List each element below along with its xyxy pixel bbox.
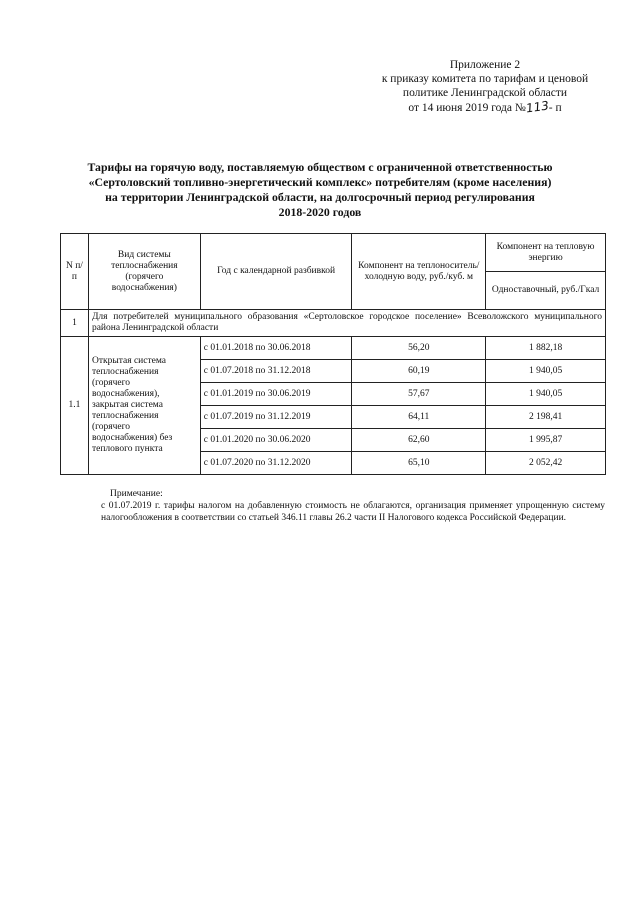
document-title xyxy=(60,160,580,220)
period-cell: с 01.07.2020 по 31.12.2020 xyxy=(200,452,352,475)
period-cell: с 01.01.2019 по 30.06.2019 xyxy=(200,383,352,406)
note-title: Примечание: xyxy=(110,489,163,499)
coolant-value: 62,60 xyxy=(352,429,486,452)
title-line: «Сертоловский топливно-энергетический комплекс» потребителям (кроме населения) xyxy=(88,175,552,189)
note-body: с 01.07.2019 г. тарифы налогом на добавленную стоимость не облагаются, организация применяет упрощенную систему налогообложения в соответствии со статьей 346.11 главы 26.2 части II Налогового кодекса Российской Федерации. xyxy=(101,501,605,523)
coolant-value: 60,19 xyxy=(352,360,486,383)
period-cell: с 01.01.2020 по 30.06.2020 xyxy=(200,429,352,452)
order-number-handwritten: 113 xyxy=(524,98,550,116)
group-system: Открытая система теплоснабжения (горячего водоснабжения), закрытая система теплоснабжения (горячего водоснабжения) без теплового пункта xyxy=(88,337,200,475)
header-num: N п/п xyxy=(61,234,89,310)
appendix-committee: политике Ленинградской области xyxy=(402,87,568,99)
municipality-row xyxy=(61,310,606,337)
heat-value: 2 198,41 xyxy=(486,406,606,429)
table-row xyxy=(61,337,606,360)
appendix-date: от 14 июня 2019 года № xyxy=(408,102,526,114)
header-year: Год с календарной разбивкой xyxy=(200,234,352,310)
period-cell: с 01.01.2018 по 30.06.2018 xyxy=(200,337,352,360)
heat-value: 1 995,87 xyxy=(486,429,606,452)
header-coolant: Компонент на теплоноситель/холодную воду, руб./куб. м xyxy=(352,234,486,310)
heat-value: 2 052,42 xyxy=(486,452,606,475)
coolant-value: 65,10 xyxy=(352,452,486,475)
appendix-date-suffix: - п xyxy=(548,102,562,114)
heat-value: 1 940,05 xyxy=(486,383,606,406)
appendix-date-line xyxy=(355,100,615,115)
coolant-value: 57,67 xyxy=(352,383,486,406)
coolant-value: 56,20 xyxy=(352,337,486,360)
appendix-title: Приложение 2 xyxy=(449,59,521,71)
title-line: Тарифы на горячую воду, поставляемую обществом с ограниченной ответственностью xyxy=(87,160,553,174)
coolant-value: 64,11 xyxy=(352,406,486,429)
municipality-num: 1 xyxy=(61,310,89,337)
title-line: 2018-2020 годов xyxy=(278,205,362,219)
header-heat-sub: Одноставочный, руб./Гкал xyxy=(486,272,606,310)
appendix-header xyxy=(355,58,615,115)
municipality-text: Для потребителей муниципального образования «Сертоловское городское поселение» Всеволожского муниципального района Ленинградской области xyxy=(88,310,605,337)
header-system-type: Вид системы теплоснабжения (горячего водоснабжения) xyxy=(88,234,200,310)
title-line: на территории Ленинградской области, на долгосрочный период регулирования xyxy=(105,190,535,204)
period-cell: с 01.07.2019 по 31.12.2019 xyxy=(200,406,352,429)
heat-value: 1 940,05 xyxy=(486,360,606,383)
note-section xyxy=(101,488,605,524)
period-cell: с 01.07.2018 по 31.12.2018 xyxy=(200,360,352,383)
header-heat: Компонент на тепловую энергию xyxy=(486,234,606,272)
header-row xyxy=(61,234,606,272)
appendix-order-ref: к приказу комитета по тарифам и ценовой xyxy=(381,73,589,85)
tariff-table xyxy=(60,233,606,475)
heat-value: 1 882,18 xyxy=(486,337,606,360)
group-num: 1.1 xyxy=(61,337,89,475)
